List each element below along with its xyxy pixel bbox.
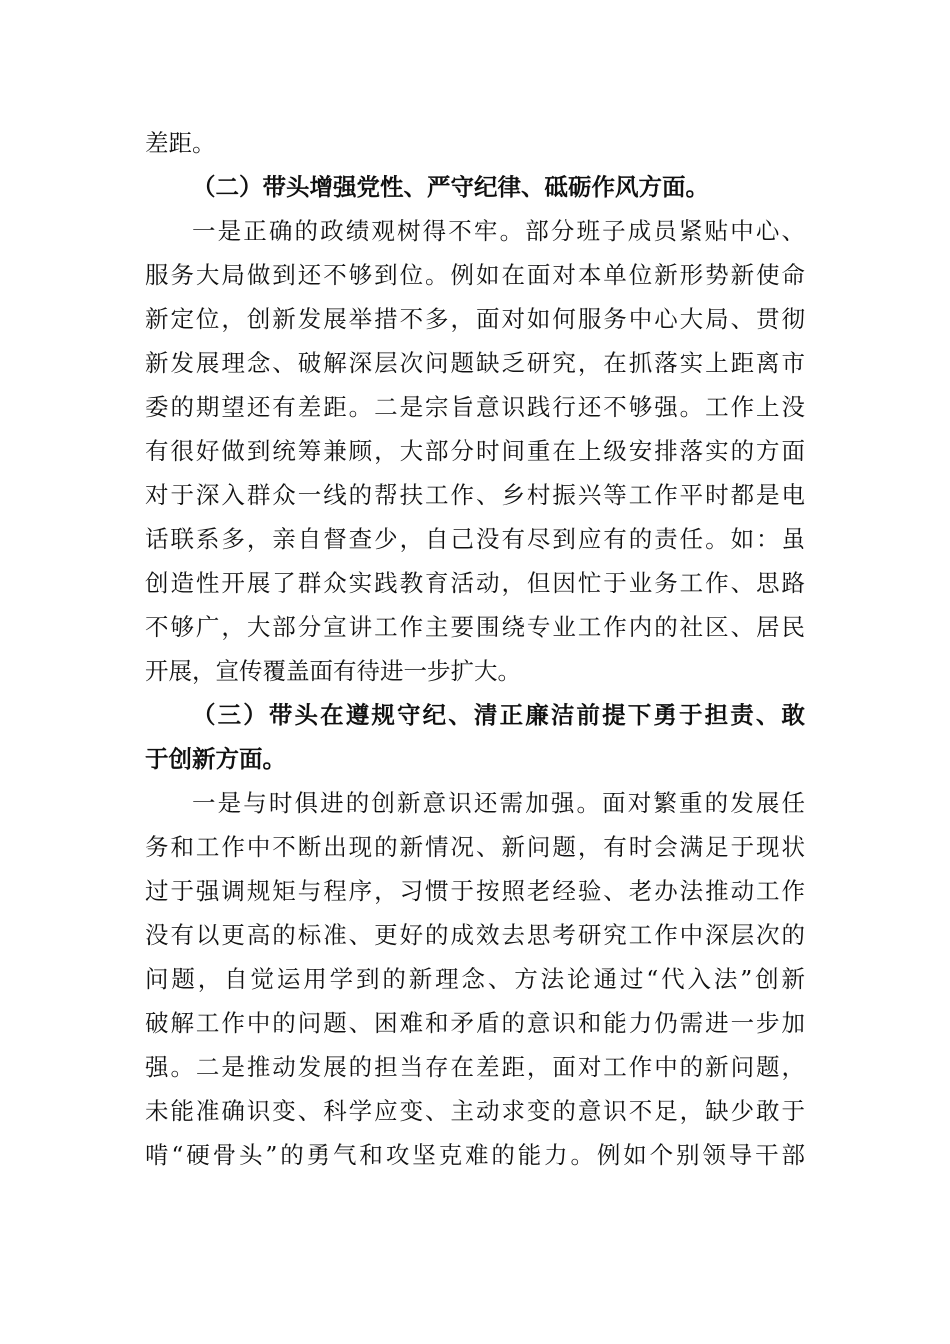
text-line: 问题，自觉运用学到的新理念、方法论通过“代入法”创新 [145,965,805,993]
text-line: 有很好做到统筹兼顾，大部分时间重在上级安排落实的方面 [145,437,805,465]
text-line: 务和工作中不断出现的新情况、新问题，有时会满足于现状 [145,833,805,861]
text-line: 没有以更高的标准、更好的成效去思考研究工作中深层次的 [145,921,805,949]
text-line: 未能准确识变、科学应变、主动求变的意识不足，缺少敢于 [145,1097,805,1125]
text-line: 创造性开展了群众实践教育活动，但因忙于业务工作、思路 [145,569,805,597]
text-line: 对于深入群众一线的帮扶工作、乡村振兴等工作平时都是电 [145,481,805,509]
text-line: 新发展理念、破解深层次问题缺乏研究，在抓落实上距离市 [145,349,805,377]
section-heading-2: （二）带头增强党性、严守纪律、砥砺作风方面。 [192,173,709,201]
section-heading-3-continued: 于创新方面。 [145,745,286,773]
text-line: 破解工作中的问题、困难和矛盾的意识和能力仍需进一步加 [145,1009,805,1037]
text-line: 一是正确的政绩观树得不牢。部分班子成员紧贴中心、 [192,217,805,245]
text-line: 委的期望还有差距。二是宗旨意识践行还不够强。工作上没 [145,393,805,421]
section-heading-3: （三）带头在遵规守纪、清正廉洁前提下勇于担责、敢 [192,701,805,729]
text-line: 话联系多，亲自督查少，自己没有尽到应有的责任。如：虽 [145,525,805,553]
text-line: 差距。 [145,129,216,157]
text-line: 啃“硬骨头”的勇气和攻坚克难的能力。例如个别领导干部 [145,1141,805,1169]
text-line: 一是与时俱进的创新意识还需加强。面对繁重的发展任 [192,789,805,817]
text-line: 新定位，创新发展举措不多，面对如何服务中心大局、贯彻 [145,305,805,333]
text-line: 过于强调规矩与程序，习惯于按照老经验、老办法推动工作 [145,877,805,905]
text-line: 开展，宣传覆盖面有待进一步扩大。 [145,657,521,685]
text-line: 强。二是推动发展的担当存在差距，面对工作中的新问题， [145,1053,805,1081]
text-line: 不够广，大部分宣讲工作主要围绕专业工作内的社区、居民 [145,613,805,641]
text-line: 服务大局做到还不够到位。例如在面对本单位新形势新使命 [145,261,805,289]
